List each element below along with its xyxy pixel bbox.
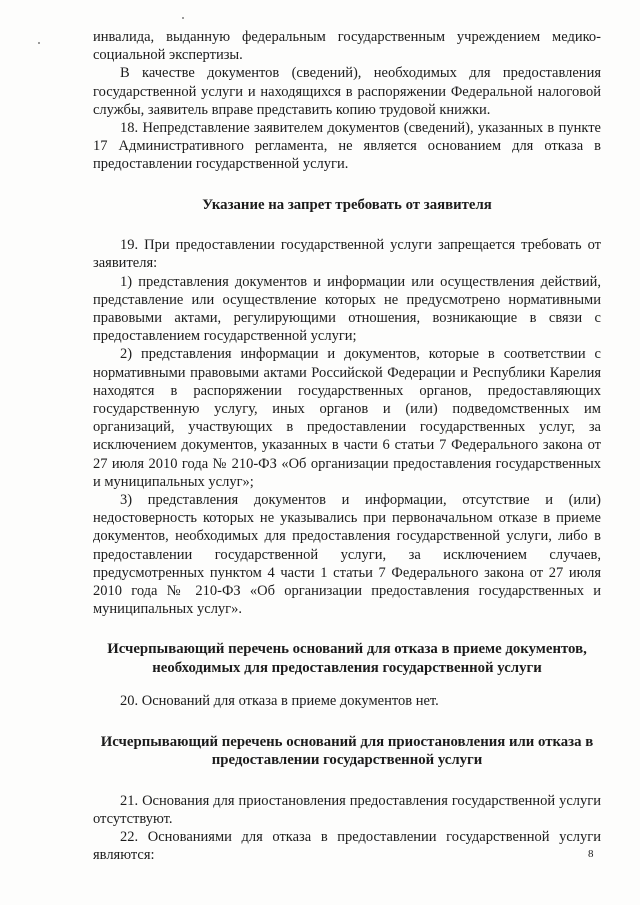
page-number: 8 xyxy=(588,848,594,860)
paragraph-19-item-2: 2) представления информации и документов, которые в соответствии с нормативными правовыми актами Российской Федерации и Республики Карелия находятся в распоряжении государственных органов, предоставляющих государственную услугу, иных органов и (или) подведомственных им организаций, участвующих в предоставлении государственных услуг, за исключением документов, указанных в части 6 статьи 7 Федерального закона от 27 июля 2010 года № 210-ФЗ «Об организации предоставления государственных и муниципальных услуг»; xyxy=(93,346,601,490)
paragraph-continuation: инвалида, выданную федеральным государственным учреждением медико-социальной экспертизы. xyxy=(93,29,601,64)
paragraph-19: 19. При предоставлении государственной услуги запрещается требовать от заявителя: xyxy=(93,237,601,272)
section-heading-suspension-refusal: Исчерпывающий перечень оснований для приостановления или отказа в предоставлении государственной услуги xyxy=(100,733,594,769)
paragraph-18: 18. Непредставление заявителем документов (сведений), указанных в пункте 17 Административного регламента, не является основанием для отказа в предоставлении государственной услуги. xyxy=(93,120,601,173)
paragraph-19-item-1: 1) представления документов и информации или осуществления действий, представление или осуществление которых не предусмотрено нормативными правовыми актами, регулирующими отношения, возникающие в связи с предоставлением государственной услуги; xyxy=(93,273,601,345)
document-body xyxy=(93,28,601,864)
paragraph-fns-documents: В качестве документов (сведений), необходимых для предоставления государственной услуги и находящихся в распоряжении Федеральной налоговой службы, заявитель вправе представить копию трудовой книжки. xyxy=(93,65,601,118)
paragraph-19-item-3: 3) представления документов и информации, отсутствие и (или) недостоверность которых не указывались при первоначальном отказе в приеме документов, необходимых для предоставления государственной услуги, либо в предоставлении государственной услуги, за исключением случаев, предусмотренных пунктом 4 части 1 статьи 7 Федерального закона от 27 июля 2010 года № 210-ФЗ «Об организации предоставления государственных и муниципальных услуг». xyxy=(93,491,601,618)
scan-speck xyxy=(38,42,40,44)
scan-speck xyxy=(182,17,184,19)
paragraph-20: 20. Оснований для отказа в приеме документов нет. xyxy=(120,693,439,710)
paragraph-22: 22. Основаниями для отказа в предоставлении государственной услуги являются: xyxy=(93,829,601,864)
section-heading-prohibition: Указание на запрет требовать от заявителя xyxy=(202,196,492,213)
paragraph-21: 21. Основания для приостановления предоставления государственной услуги отсутствуют. xyxy=(93,792,601,827)
section-heading-refusal-acceptance: Исчерпывающий перечень оснований для отказа в приеме документов, необходимых для предоставления государственной услуги xyxy=(107,641,587,676)
